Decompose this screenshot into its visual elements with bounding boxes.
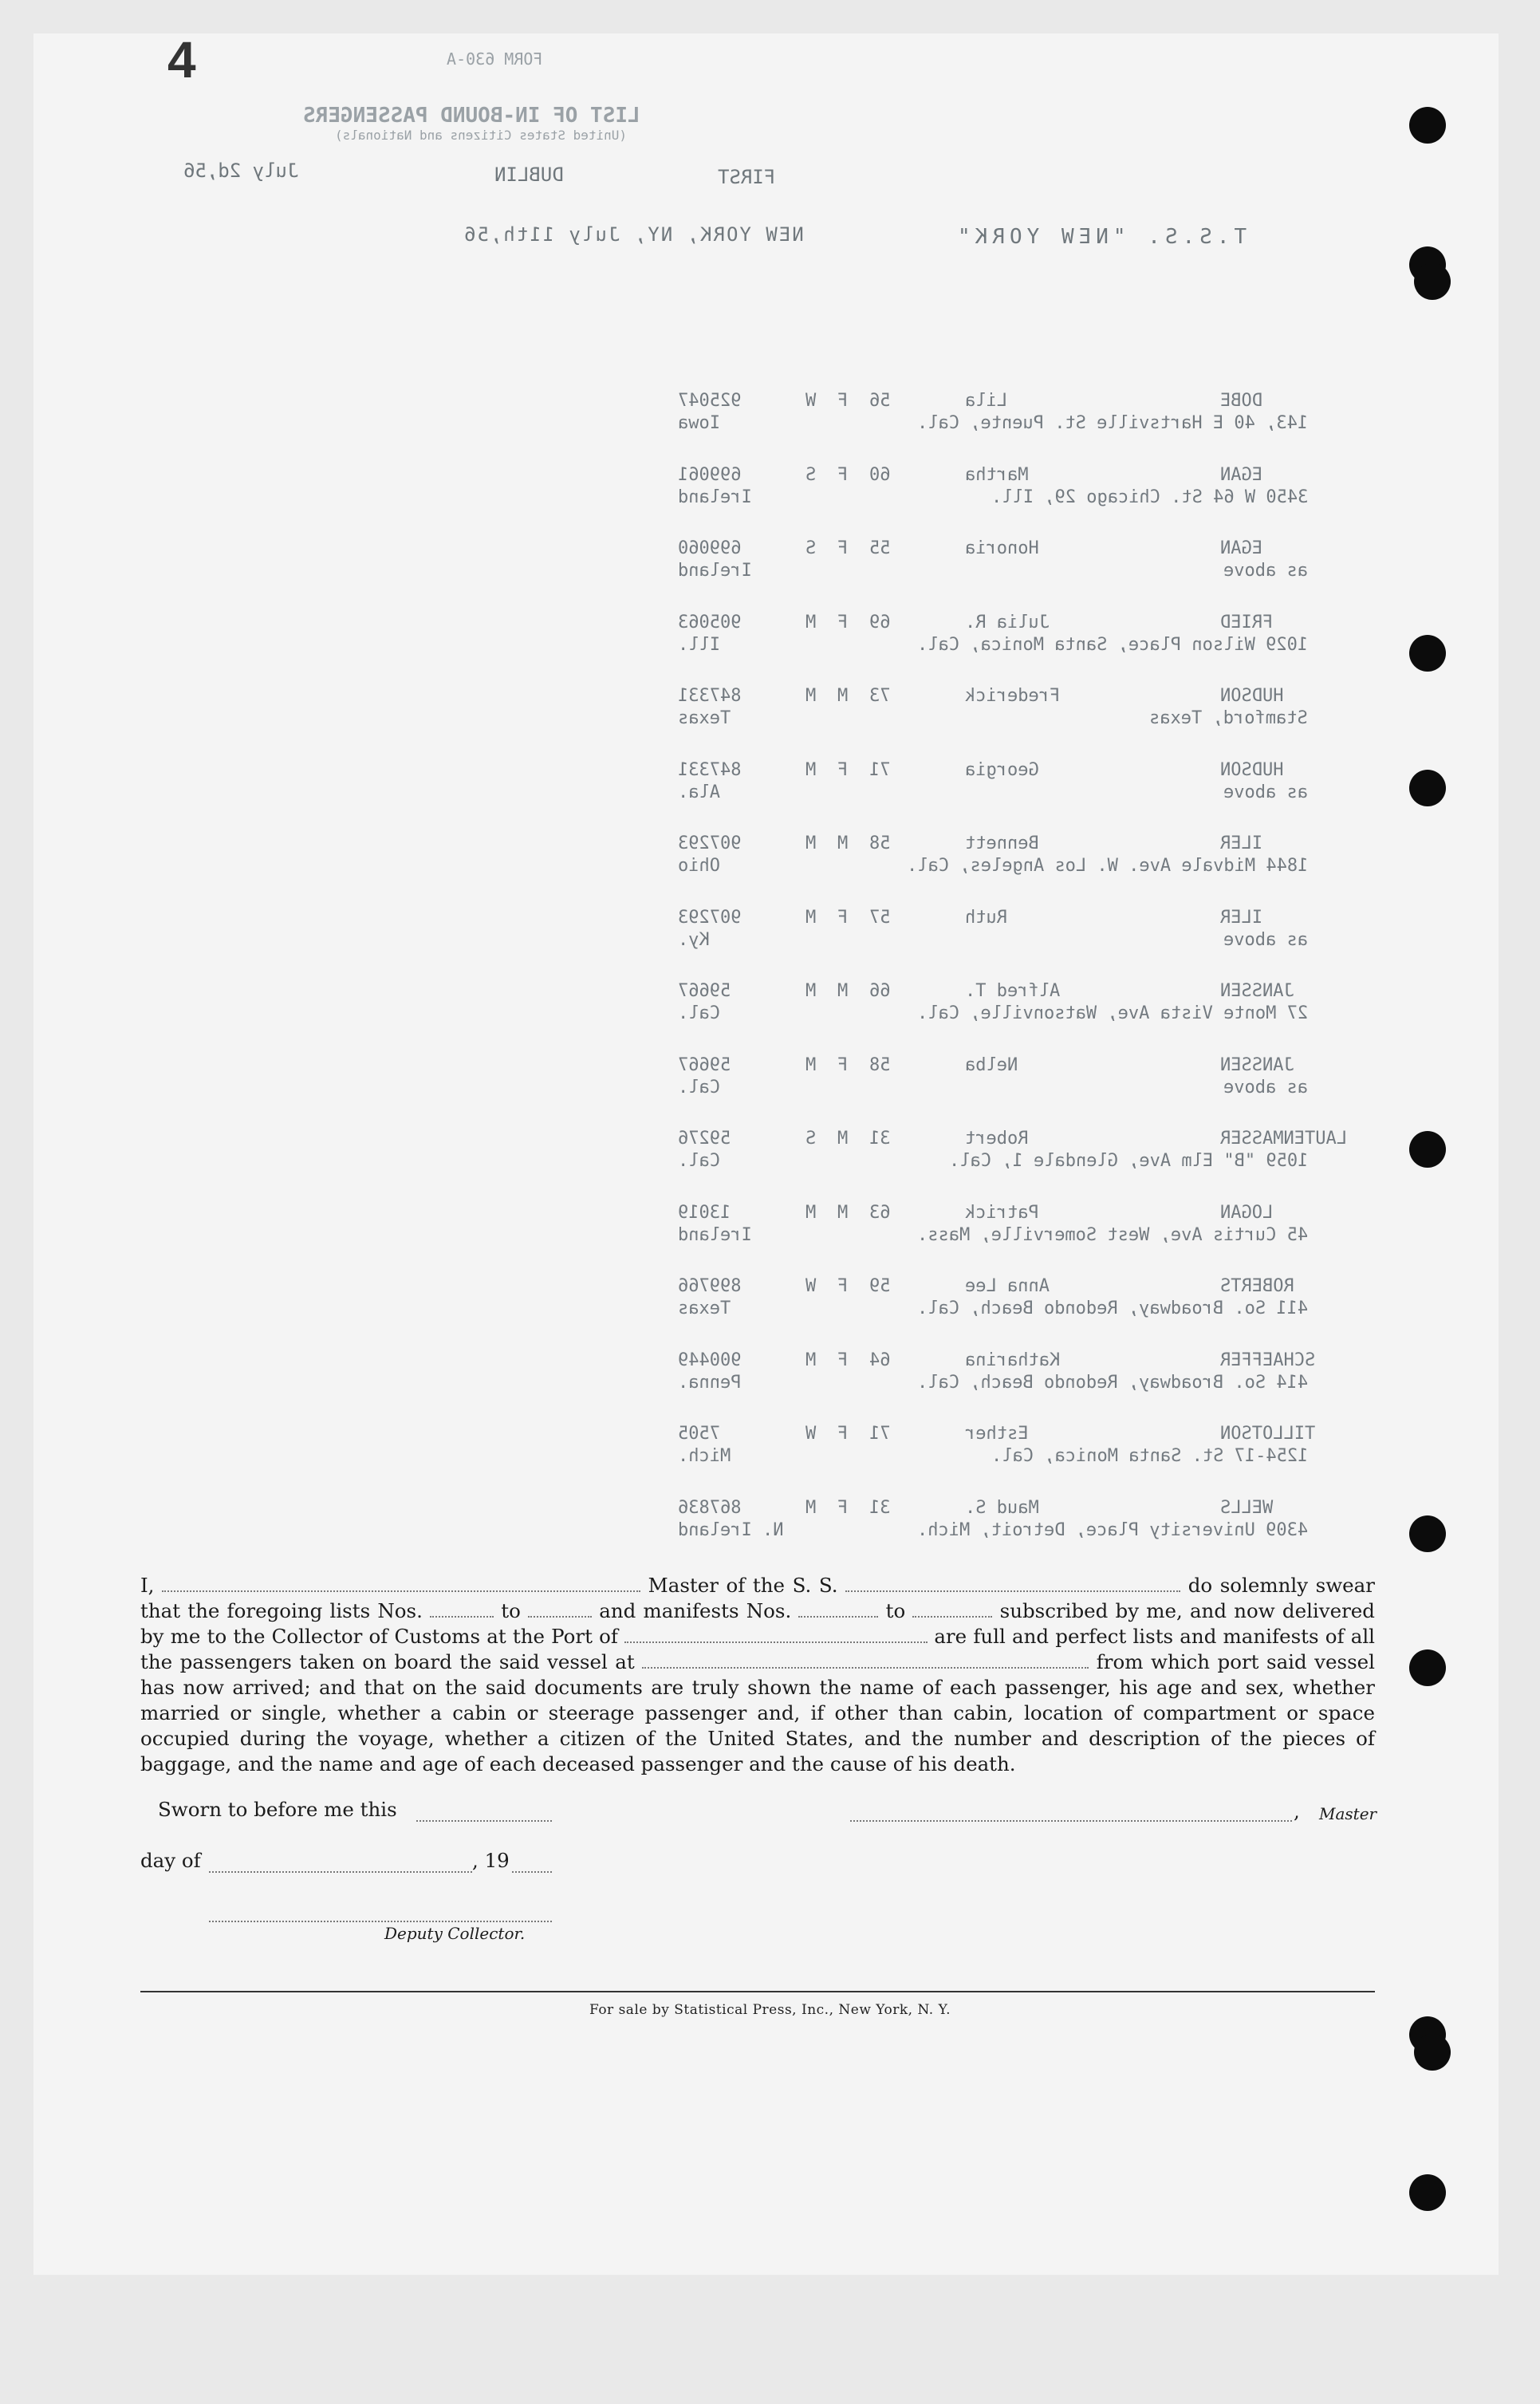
oath-to: to bbox=[501, 1599, 521, 1622]
deputy-collector-label: Deputy Collector. bbox=[384, 1924, 526, 1943]
passenger-sex: M bbox=[837, 1202, 849, 1223]
passenger-age: 55 bbox=[869, 538, 891, 558]
passenger-given-name: Anna Lee bbox=[965, 1276, 1050, 1296]
passenger-marital-status: S bbox=[805, 464, 817, 485]
passenger-origin: Iowa bbox=[678, 413, 720, 433]
passenger-sex: F bbox=[837, 464, 849, 485]
passenger-sex: F bbox=[837, 907, 849, 928]
passenger-address: 414 So. Broadway, Redondo Beach, Cal. bbox=[916, 1372, 1308, 1393]
passenger-number: 907293 bbox=[678, 907, 742, 928]
passenger-origin: Ohio bbox=[678, 856, 720, 876]
binder-hole bbox=[1409, 107, 1446, 144]
passenger-given-name: Frederick bbox=[965, 686, 1061, 706]
master-name-blank[interactable] bbox=[162, 1574, 640, 1592]
passenger-age: 58 bbox=[869, 1054, 891, 1075]
passenger-marital-status: S bbox=[805, 538, 817, 558]
header-ghost-line: (United States Citizens and Nationals) bbox=[335, 128, 628, 143]
header-ghost-line: LIST OF IN-BOUND PASSENGERS bbox=[303, 104, 640, 128]
passenger-marital-status: M bbox=[805, 834, 817, 853]
ship-name-blank[interactable] bbox=[845, 1574, 1180, 1592]
arrival-line: NEW YORK, NY, July 11th,56 bbox=[463, 223, 804, 246]
passenger-age: 60 bbox=[869, 464, 891, 485]
passenger-number: 699061 bbox=[678, 464, 742, 485]
passenger-address: 1029 Wilson Place, Santa Monica, Cal. bbox=[916, 634, 1308, 655]
list-to-blank[interactable] bbox=[528, 1600, 592, 1618]
departure-port: DUBLIN bbox=[494, 164, 564, 186]
binder-hole bbox=[1414, 263, 1451, 300]
passenger-number: 899766 bbox=[678, 1276, 742, 1296]
passenger-origin: Mich. bbox=[678, 1446, 731, 1466]
departure-date: July 2d,56 bbox=[183, 160, 299, 182]
passenger-address: 1059 "B" Elm Ave, Glendale 1, Cal. bbox=[948, 1151, 1308, 1171]
binder-hole bbox=[1414, 2034, 1451, 2071]
passenger-surname: ILER bbox=[1220, 834, 1262, 853]
passenger-given-name: Georgia bbox=[965, 759, 1039, 780]
passenger-origin: Cal. bbox=[678, 1077, 720, 1098]
passenger-given-name: Maud S. bbox=[965, 1497, 1039, 1518]
passenger-number: 847331 bbox=[678, 759, 742, 780]
passenger-age: 57 bbox=[869, 907, 891, 928]
passenger-age: 31 bbox=[869, 1497, 891, 1518]
passenger-given-name: Esther bbox=[965, 1424, 1029, 1444]
day-of-blank[interactable] bbox=[209, 1855, 472, 1873]
passenger-age: 73 bbox=[869, 686, 891, 706]
passenger-origin: Cal. bbox=[678, 1151, 720, 1171]
passenger-number: 907293 bbox=[678, 834, 742, 853]
passenger-number: 699060 bbox=[678, 538, 742, 558]
passenger-age: 69 bbox=[869, 612, 891, 633]
oath-master-of: Master of the S. S. bbox=[648, 1574, 838, 1597]
passenger-marital-status: W bbox=[805, 1424, 817, 1444]
passenger-number: 59667 bbox=[678, 981, 731, 1001]
oath-full-lists: are full and perfect lists and manifests of all the passengers taken on board the said vessel at bbox=[140, 1625, 1376, 1673]
passenger-given-name: Robert bbox=[965, 1129, 1029, 1149]
day-of-label: day of bbox=[140, 1849, 201, 1872]
passenger-number: 7505 bbox=[678, 1424, 720, 1444]
passenger-marital-status: M bbox=[805, 981, 817, 1001]
deputy-signature-blank[interactable] bbox=[209, 1905, 552, 1922]
passenger-surname: DOBE bbox=[1220, 391, 1262, 411]
passenger-origin: Cal. bbox=[678, 1003, 720, 1023]
passenger-sex: F bbox=[837, 1350, 849, 1370]
passenger-origin: Ireland bbox=[678, 1224, 752, 1245]
year-label: , 19 bbox=[472, 1849, 510, 1872]
passenger-marital-status: M bbox=[805, 759, 817, 780]
binder-hole bbox=[1409, 1515, 1446, 1552]
passenger-age: 71 bbox=[869, 1424, 891, 1444]
passenger-age: 66 bbox=[869, 981, 891, 1001]
passenger-origin: Ireland bbox=[678, 487, 752, 507]
list-from-blank[interactable] bbox=[430, 1600, 494, 1618]
departure-port-blank[interactable] bbox=[642, 1651, 1089, 1669]
passenger-origin: Ky. bbox=[678, 929, 710, 950]
passenger-given-name: Patrick bbox=[965, 1202, 1039, 1223]
sworn-label: Sworn to before me this bbox=[158, 1798, 397, 1821]
footer-rule bbox=[140, 1991, 1375, 1992]
passenger-given-name: Alfred T. bbox=[965, 981, 1061, 1001]
passenger-number: 847331 bbox=[678, 686, 742, 706]
passenger-age: 63 bbox=[869, 1202, 891, 1223]
passenger-address: 45 Curtis Ave, West Somerville, Mass. bbox=[916, 1224, 1308, 1245]
passenger-sex: F bbox=[837, 1424, 849, 1444]
passenger-sex: F bbox=[837, 1497, 849, 1518]
passenger-surname: JANSSEN bbox=[1220, 1054, 1294, 1075]
passenger-address: 411 So. Broadway, Redondo Beach, Cal. bbox=[916, 1299, 1308, 1318]
passenger-sex: F bbox=[837, 1276, 849, 1296]
passenger-address: 1254-17 St. Santa Monica, Cal. bbox=[991, 1446, 1308, 1466]
passenger-marital-status: M bbox=[805, 686, 817, 706]
manifest-to-blank[interactable] bbox=[912, 1600, 992, 1618]
passenger-origin: N. Ireland bbox=[678, 1519, 784, 1540]
passenger-surname: HUDSON bbox=[1220, 759, 1284, 780]
passenger-surname: LOGAN bbox=[1220, 1202, 1274, 1223]
passenger-surname: JANSSEN bbox=[1220, 981, 1294, 1001]
passenger-origin: Ireland bbox=[678, 561, 752, 581]
passenger-surname: SCHAEFFER bbox=[1220, 1350, 1316, 1370]
passenger-age: 31 bbox=[869, 1129, 891, 1149]
passenger-age: 59 bbox=[869, 1276, 891, 1296]
passenger-origin: Texas bbox=[678, 1299, 731, 1318]
passenger-number: 925047 bbox=[678, 391, 742, 411]
passenger-address: 143, 40 E Hartsville St. Puente, Cal. bbox=[916, 413, 1308, 433]
passenger-address: Stamford, Texas bbox=[1149, 708, 1308, 728]
passenger-number: 905063 bbox=[678, 612, 742, 633]
passenger-sex: F bbox=[837, 538, 849, 558]
passenger-sex: F bbox=[837, 391, 849, 411]
passenger-number: 867836 bbox=[678, 1497, 742, 1518]
oath-delivered: subscribed by me, and now delivered by me to the Collector of Customs at the Port of bbox=[140, 1599, 1375, 1648]
binder-hole bbox=[1409, 635, 1446, 672]
passenger-origin: Texas bbox=[678, 708, 731, 728]
passenger-sex: M bbox=[837, 981, 849, 1001]
passenger-sex: M bbox=[837, 834, 849, 853]
binder-hole bbox=[1409, 1131, 1446, 1168]
passenger-surname: WELLS bbox=[1220, 1497, 1274, 1518]
passenger-given-name: Ruth bbox=[965, 907, 1007, 928]
port-blank[interactable] bbox=[624, 1626, 928, 1643]
passenger-surname: ILER bbox=[1220, 907, 1262, 928]
passenger-marital-status: M bbox=[805, 612, 817, 633]
passenger-marital-status: M bbox=[805, 1202, 817, 1223]
oath-manifests: and manifests Nos. bbox=[599, 1599, 792, 1622]
passenger-age: 58 bbox=[869, 834, 891, 853]
passenger-given-name: Martha bbox=[965, 464, 1029, 485]
passenger-given-name: Bennett bbox=[965, 834, 1039, 853]
passenger-sex: M bbox=[837, 686, 849, 706]
passenger-marital-status: W bbox=[805, 1276, 817, 1296]
binder-hole bbox=[1409, 2174, 1446, 2211]
passenger-number: 13019 bbox=[678, 1202, 731, 1223]
passenger-given-name: Julia R. bbox=[965, 612, 1050, 633]
passenger-address: 27 Monte Vista Ave, Watsonville, Cal. bbox=[916, 1003, 1308, 1023]
year-blank[interactable] bbox=[512, 1855, 552, 1873]
passenger-surname: FRIED bbox=[1220, 612, 1274, 633]
passenger-surname: ROBERTS bbox=[1220, 1276, 1294, 1296]
passenger-address: as above bbox=[1223, 929, 1308, 950]
passenger-marital-status: M bbox=[805, 1497, 817, 1518]
passenger-origin: Ill. bbox=[678, 634, 720, 655]
oath-swear: do solemnly swear that the foregoing lists Nos. bbox=[140, 1574, 1375, 1622]
passenger-number: 59667 bbox=[678, 1054, 731, 1075]
binder-hole bbox=[1409, 1649, 1446, 1686]
binder-hole bbox=[1409, 770, 1446, 806]
passenger-surname: TILLOTSON bbox=[1220, 1424, 1316, 1444]
passenger-number: 59276 bbox=[678, 1129, 731, 1149]
passenger-surname: EGAN bbox=[1220, 538, 1262, 558]
oath-body: from which port said vessel has now arrived; and that on the said documents are truly shown the name of each passenger, his age and sex, whether married or single, whether a cabin or steerage passenger and, if other than cabin, location of compartment or space occupied during the voyage, whether a citizen of the United States, and the number and description of the pieces of baggage, and the name and age of each deceased passenger and the cause of his death. bbox=[140, 1650, 1375, 1775]
sworn-date-blank[interactable] bbox=[416, 1804, 552, 1822]
passenger-address: 1844 Midvale Ave. W. Los Angeles, Cal. bbox=[906, 856, 1308, 876]
passenger-number: 900449 bbox=[678, 1350, 742, 1370]
passenger-marital-status: M bbox=[805, 1350, 817, 1370]
class-value: FIRST bbox=[718, 166, 776, 188]
passenger-address: as above bbox=[1223, 561, 1308, 581]
passenger-age: 71 bbox=[869, 759, 891, 780]
passenger-marital-status: M bbox=[805, 907, 817, 928]
passenger-age: 56 bbox=[869, 391, 891, 411]
page-mark: 4 bbox=[167, 31, 196, 89]
passenger-address: as above bbox=[1223, 782, 1308, 802]
passenger-sex: F bbox=[837, 612, 849, 633]
master-signature-blank[interactable] bbox=[850, 1804, 1292, 1822]
passenger-origin: Penna. bbox=[678, 1372, 742, 1393]
passenger-given-name: Katharina bbox=[965, 1350, 1061, 1370]
oath-to-2: to bbox=[885, 1599, 906, 1622]
passenger-surname: EGAN bbox=[1220, 464, 1262, 485]
passenger-given-name: Honoria bbox=[965, 538, 1039, 558]
passenger-address: 3450 W 64 St. Chicago 29, Ill. bbox=[991, 487, 1308, 507]
oath-text bbox=[140, 1573, 1375, 1777]
signature-comma: , bbox=[1294, 1799, 1300, 1823]
passenger-marital-status: M bbox=[805, 1054, 817, 1075]
passenger-address: 4309 University Place, Detroit, Mich. bbox=[916, 1519, 1308, 1540]
passenger-given-name: Nelba bbox=[965, 1054, 1018, 1075]
passenger-origin: Ala. bbox=[678, 782, 720, 802]
passenger-surname: LAUTENMASSER bbox=[1220, 1129, 1347, 1149]
passenger-sex: F bbox=[837, 1054, 849, 1075]
footer-text: For sale by Statistical Press, Inc., New York, N. Y. bbox=[589, 2002, 951, 2018]
passenger-sex: M bbox=[837, 1129, 849, 1149]
oath-i: I, bbox=[140, 1574, 155, 1597]
manifest-from-blank[interactable] bbox=[798, 1600, 878, 1618]
header-ghost-line: FORM 630-A bbox=[447, 49, 543, 69]
passenger-age: 64 bbox=[869, 1350, 891, 1370]
passenger-marital-status: W bbox=[805, 391, 817, 411]
passenger-surname: HUDSON bbox=[1220, 686, 1284, 706]
passenger-marital-status: S bbox=[805, 1129, 817, 1149]
ship-name: T.S.S. "NEW YORK" bbox=[953, 225, 1247, 249]
passenger-given-name: Lila bbox=[965, 391, 1007, 411]
master-label: Master bbox=[1319, 1804, 1377, 1823]
passenger-address: as above bbox=[1223, 1077, 1308, 1098]
passenger-sex: F bbox=[837, 759, 849, 780]
